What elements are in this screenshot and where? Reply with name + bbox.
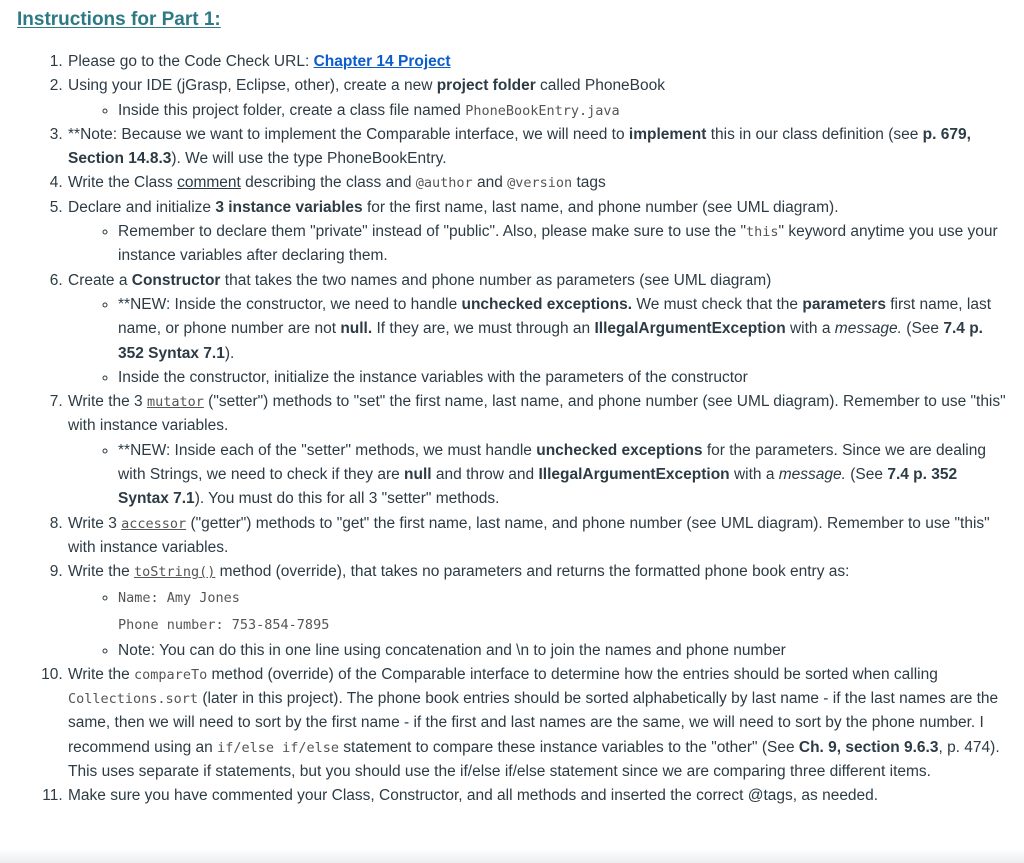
comment-term: comment — [177, 174, 241, 192]
compareto-term: compareTo — [134, 666, 208, 683]
step-4-text: Write the Class — [68, 174, 178, 192]
step-3-text-mid: this in our class definition (see — [706, 125, 923, 143]
step-5-sub-text: Remember to declare them "private" instead of "public". Also, please make sure to use the " — [118, 223, 747, 241]
accessor-term: accessor — [121, 515, 187, 532]
version-tag: @version — [507, 175, 573, 192]
s6-t1: **NEW: Inside the constructor, we need to handle — [118, 295, 462, 313]
step-2-sub-1 — [118, 99, 1012, 123]
step-4 — [67, 171, 1012, 195]
step-6-sub-2: ◦ Inside the constructor, initialize the instance variables with the parameters of the constructor — [118, 366, 1012, 390]
s6-b4: IllegalArgumentException — [594, 320, 786, 338]
step-3 — [67, 123, 1012, 172]
s10-b1: Ch. 9, section 9.6.3 — [798, 738, 939, 756]
s6-t6: (See — [901, 320, 944, 338]
step-3-text-end: ). We will use the type PhoneBookEntry. — [171, 150, 447, 168]
s7-b3: IllegalArgumentException — [538, 466, 730, 484]
step-8-text: Write 3 — [68, 514, 122, 532]
step-10 — [67, 663, 1012, 784]
tostring-term: toString() — [134, 564, 216, 581]
step-1-text: Please go to the Code Check URL: — [68, 53, 314, 70]
step-3-text: **Note: Because we want to implement the Comparable interface, we will need to — [68, 125, 629, 143]
s7-t1: **NEW: Inside each of the "setter" methods, we must handle — [118, 441, 537, 459]
step-5-text-end: for the first name, last name, and phone number (see UML diagram). — [362, 198, 839, 216]
step-9-sub-2: ◦ Note: You can do this in one line using concatenation and \n to join the names and phone number — [118, 639, 1012, 663]
s7-b2: null — [404, 466, 432, 484]
s7-t6: ). You must do this for all 3 "setter" methods. — [194, 490, 500, 508]
s10-t1: Write the — [68, 665, 135, 683]
s6-t7: ). — [224, 344, 235, 362]
mutator-term: mutator — [146, 394, 204, 411]
s10-t4: statement to compare these instance variables to the "other" (See — [338, 738, 799, 756]
tostring-example-phone: Phone number: 753-854-7895 — [118, 616, 330, 633]
step-8 — [67, 512, 1012, 561]
page-title: Instructions for Part 1: — [17, 9, 221, 30]
step-3-bold-implement: implement — [628, 125, 707, 143]
step-9-text-end: method (override), that takes no parameters and returns the formatted phone book entry as: — [215, 563, 850, 581]
step-7-text: Write the 3 — [68, 393, 147, 411]
s7-i1: message. — [778, 466, 846, 484]
s7-t3: and throw and — [431, 466, 539, 484]
s6-i1: message. — [834, 320, 902, 338]
author-tag: @author — [415, 175, 473, 192]
step-2-text: Using your IDE (jGrasp, Eclipse, other), create a new — [68, 77, 437, 95]
step-6-sub-1 — [118, 293, 1012, 366]
s6-b1: unchecked exceptions. — [461, 295, 633, 313]
step-7-text-end: ("setter") methods to "set" the first name, last name, and phone number (see UML diagram). Remember to use "this" with instance variables. — [68, 393, 1006, 435]
step-2-sublist — [68, 99, 1012, 123]
step-2-sub-text: Inside this project folder, create a class file named — [118, 101, 466, 119]
step-6-bold: Constructor — [131, 271, 221, 289]
step-5-sub-1 — [118, 220, 1012, 269]
step-7-sublist — [68, 439, 1012, 512]
step-7 — [67, 390, 1012, 511]
s7-t5: (See — [845, 466, 888, 484]
s7-b4: 7.4 p. 352 Syntax 7.1 — [118, 466, 958, 508]
step-2 — [67, 74, 1012, 123]
step-1 — [67, 50, 1012, 74]
step-6 — [67, 269, 1012, 390]
class-file-name: PhoneBookEntry.java — [465, 102, 620, 119]
step-9-sub-1 — [118, 585, 1012, 639]
s6-t5: with a — [785, 320, 835, 338]
s6-b2: parameters — [802, 295, 886, 313]
s6-b3: null. — [340, 320, 373, 338]
s7-t2: for the parameters. Since we are dealing with Strings, we need to check if they are — [118, 441, 986, 484]
step-9-sublist — [68, 585, 1012, 663]
step-5-sublist — [68, 220, 1012, 269]
step-6-text-end: that takes the two names and phone number as parameters (see UML diagram) — [220, 271, 772, 289]
step-9 — [67, 560, 1012, 663]
step-5-sub-text-end: " keyword anytime you use your instance variables after declaring them. — [118, 223, 998, 265]
step-9-text: Write the — [68, 563, 135, 581]
s6-t3: first name, last name, or phone number are not — [118, 295, 992, 338]
step-3-bold-ref: p. 679, Section 14.8.3 — [68, 125, 971, 168]
step-4-text-mid: describing the class and — [240, 174, 416, 192]
this-keyword: this — [746, 224, 779, 241]
step-7-sub-1 — [118, 439, 1012, 512]
collections-sort-term: Collections.sort — [68, 691, 199, 708]
step-5-bold: 3 instance variables — [215, 198, 363, 216]
step-2-text-end: called PhoneBook — [535, 77, 666, 95]
step-11: 11. Make sure you have commented your Class, Constructor, and all methods and inserted the correct @tags, as needed. — [67, 784, 1012, 808]
steps-list — [17, 50, 1012, 809]
s7-t4: with a — [729, 466, 779, 484]
tostring-example-name: ◦ Name: Amy Jones — [118, 589, 240, 606]
s6-t2: We must check that the — [632, 295, 803, 313]
step-6-sublist — [68, 293, 1012, 390]
step-8-text-end: ("getter") methods to "get" the first name, last name, and phone number (see UML diagram). Remember to use "this" with instance variables. — [68, 514, 990, 556]
step-6-text: Create a — [68, 271, 132, 289]
step-4-and: and — [472, 174, 508, 192]
s6-b5: 7.4 p. 352 Syntax 7.1 — [118, 320, 983, 362]
step-2-bold: project folder — [436, 77, 536, 95]
s10-t3: (later in this project). The phone book entries should be sorted alphabetically by last name - if the last names are the same, then we will need to sort by the first name - if the first and last names are the same, we will need to sort by the phone number. I recommend using an — [68, 690, 999, 756]
bottom-fade — [0, 849, 1024, 863]
s7-b1: unchecked exceptions — [536, 441, 703, 459]
chapter-14-project-link[interactable]: Chapter 14 Project — [313, 53, 451, 70]
s10-t5: , p. 474). This uses separate if statements, but you should use the if/else if/else statement since we are comparing three different items. — [68, 738, 1000, 781]
if-else-term: if/else if/else — [217, 739, 339, 756]
step-4-text-end: tags — [572, 174, 606, 192]
s10-t2: method (override) of the Comparable interface to determine how the entries should be sorted when calling — [207, 665, 938, 683]
step-5 — [67, 196, 1012, 269]
s6-t4: If they are, we must through an — [372, 320, 595, 338]
step-5-text: Declare and initialize — [68, 198, 216, 216]
